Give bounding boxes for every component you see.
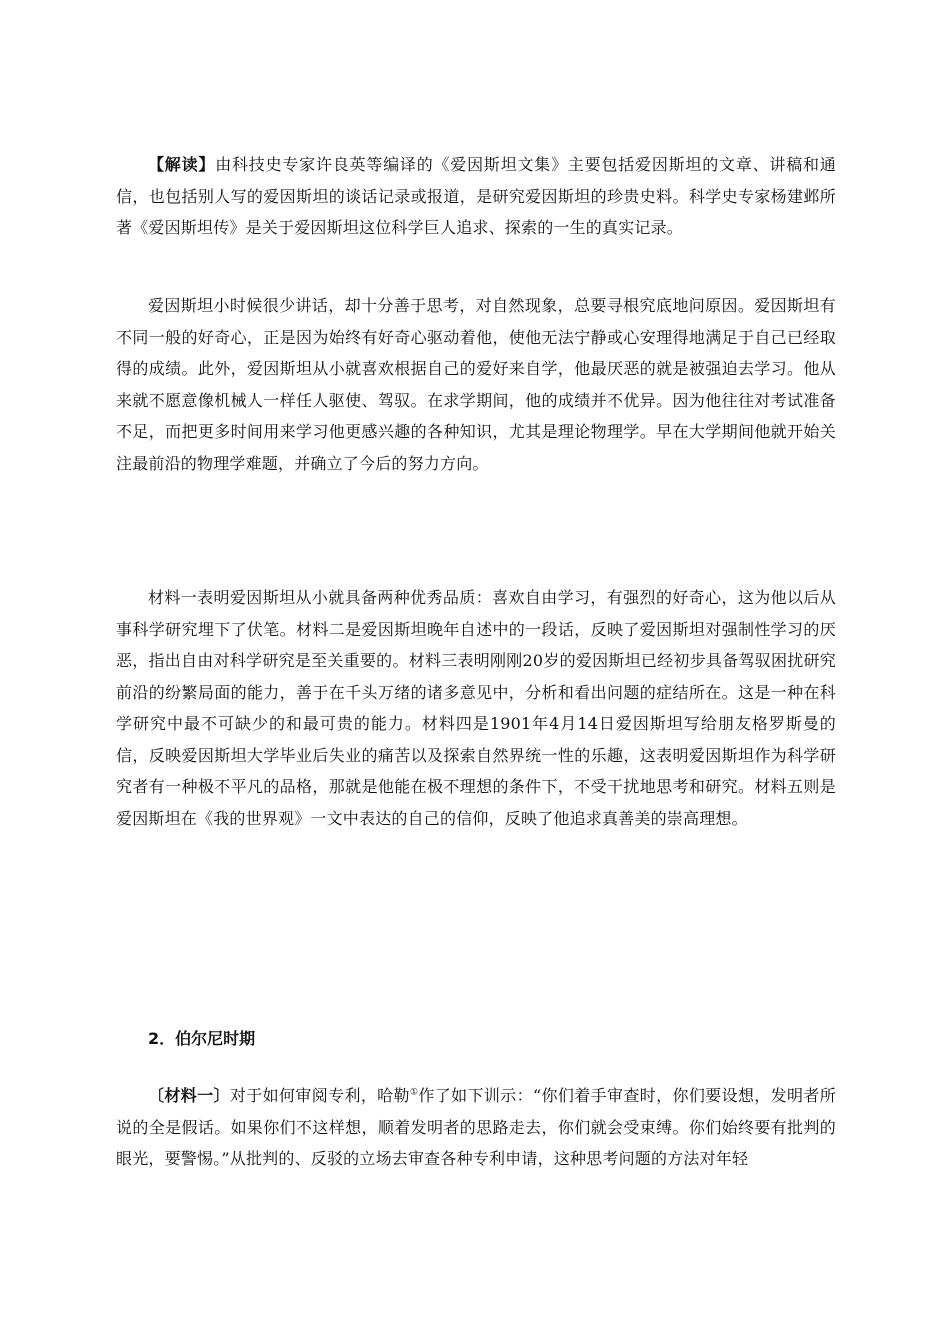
section-heading: 2．伯尔尼时期 — [148, 1029, 256, 1048]
material-one-paragraph — [116, 1080, 836, 1175]
material-one-text-after: 作了如下训示：“你们着手审查时，你们要设想，发明者所说的全是假话。如果你们不这样想，顺着发明者的思路走去，你们就会受束缚。你们始终要有批判的眼光，要警惕。”从批判的、反驳的立场去审查各种专利申请，这种思考问题的方法对年轻 — [116, 1086, 836, 1168]
paragraph-einstein-childhood: 爱因斯坦小时候很少讲话，却十分善于思考，对自然现象，总要寻根究底地问原因。爱因斯坦有不同一般的好奇心，正是因为始终有好奇心驱动着他，使他无法宁静或心安理得地满足于自己已经取得的成绩。此外，爱因斯坦从小就喜欢根据自己的爱好来自学，他最厌恶的就是被强迫去学习。他从来就不愿意像机械人一样任人驱使、驾驭。在求学期间，他的成绩并不优异。因为他往往对考试准备不足，而把更多时间用来学习他更感兴趣的各种知识，尤其是理论物理学。早在大学期间他就开始关注最前沿的物理学难题，并确立了今后的努力方向。 — [116, 296, 836, 473]
jiedu-label: 【解读】 — [148, 155, 216, 174]
footnote-marker: ① — [409, 1087, 419, 1098]
jiedu-paragraph — [116, 149, 836, 244]
material-one-label: 〔材料一〕 — [148, 1086, 230, 1105]
paragraph-materials-analysis: 材料一表明爱因斯坦从小就具备两种优秀品质：喜欢自由学习，有强烈的好奇心，这为他以后从事科学研究埋下了伏笔。材料二是爱因斯坦晚年自述中的一段话，反映了爱因斯坦对强制性学习的厌恶，指出自由对科学研究是至关重要的。材料三表明刚刚20岁的爱因斯坦已经初步具备驾驭困扰研究前沿的纷繁局面的能力，善于在千头万绪的诸多意见中，分析和看出问题的症结所在。这是一种在科学研究中最不可缺少的和最可贵的能力。材料四是1901年4月14日爱因斯坦写给朋友格罗斯曼的信，反映爱因斯坦大学毕业后失业的痛苦以及探索自然界统一性的乐趣，这表明爱因斯坦作为科学研究者有一种极不平凡的品格，那就是他能在极不理想的条件下，不受干扰地思考和研究。材料五则是爱因斯坦在《我的世界观》一文中表达的自己的信仰，反映了他追求真善美的崇高理想。 — [116, 588, 836, 828]
jiedu-text: 由科技史专家许良英等编译的《爱因斯坦文集》主要包括爱因斯坦的文章、讲稿和通信，也包括别人写的爱因斯坦的谈话记录或报道，是研究爱因斯坦的珍贵史料。科学史专家杨建邺所著《爱因斯坦传》是关于爱因斯坦这位科学巨人追求、探索的一生的真实记录。 — [116, 155, 836, 237]
material-one-text-before: 对于如何审阅专利，哈勒 — [229, 1086, 410, 1105]
